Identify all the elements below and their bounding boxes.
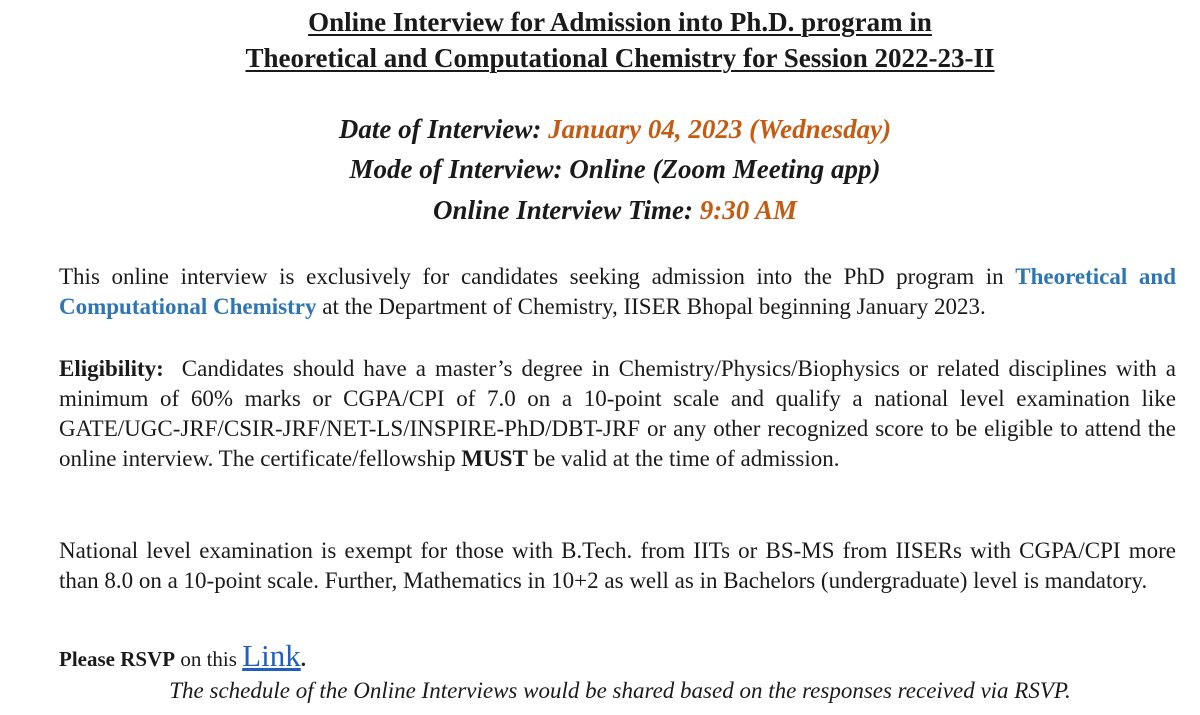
interview-time-value: 9:30 AM	[699, 195, 797, 225]
eligibility-text-before: Candidates should have a master’s degree in Chemistry/Physics/Biophysics or related disciplines with a minimum of 60% marks or CGPA/CPI of 7.0 on a 10-point scale and qualify a national level examination like GATE/UGC-JRF/CSIR-JRF/NET-LS/INSPIRE-PhD/DBT-JRF or any other recognized score to be eligible to attend the online interview. The certificate/fellowship	[59, 356, 1182, 471]
intro-paragraph	[59, 262, 1176, 322]
intro-text-before: This online interview is exclusively for candidates seeking admission into the PhD program in	[59, 264, 1016, 289]
rsvp-line	[59, 640, 306, 675]
program-name: Theoretical and Computational Chemistry	[59, 264, 1176, 319]
interview-date	[0, 113, 1200, 146]
eligibility-paragraph	[59, 354, 1182, 474]
interview-mode: Mode of Interview: Online (Zoom Meeting app)	[349, 154, 881, 184]
rsvp-label: Please RSVP	[59, 647, 176, 671]
interview-time	[0, 194, 1200, 227]
schedule-note: The schedule of the Online Interviews would be shared based on the responses received via RSVP.	[169, 678, 1071, 703]
page-title-line-2: Theoretical and Computational Chemistry for Session 2022-23-II	[245, 43, 995, 73]
rsvp-suffix: .	[300, 647, 306, 671]
eligibility-emphasis: MUST	[461, 446, 528, 471]
eligibility-text-after: be valid at the time of admission.	[527, 446, 840, 471]
intro-text-after: at the Department of Chemistry, IISER Bhopal beginning January 2023.	[316, 294, 986, 319]
interview-date-label: Date of Interview:	[338, 114, 549, 144]
rsvp-link[interactable]: Link	[242, 638, 301, 673]
interview-time-label: Online Interview Time:	[433, 195, 700, 225]
page-title-line-1: Online Interview for Admission into Ph.D. program in	[308, 7, 932, 37]
rsvp-text: on this	[175, 647, 243, 671]
interview-date-value: January 04, 2023 (Wednesday)	[548, 114, 892, 144]
eligibility-label: Eligibility:	[59, 356, 164, 381]
exemption-paragraph: National level examination is exempt for those with B.Tech. from IITs or BS-MS from IISERs with CGPA/CPI more than 8.0 on a 10-point scale. Further, Mathematics in 10+2 as well as in Bachelors (undergraduate) level is mandatory.	[59, 538, 1176, 593]
